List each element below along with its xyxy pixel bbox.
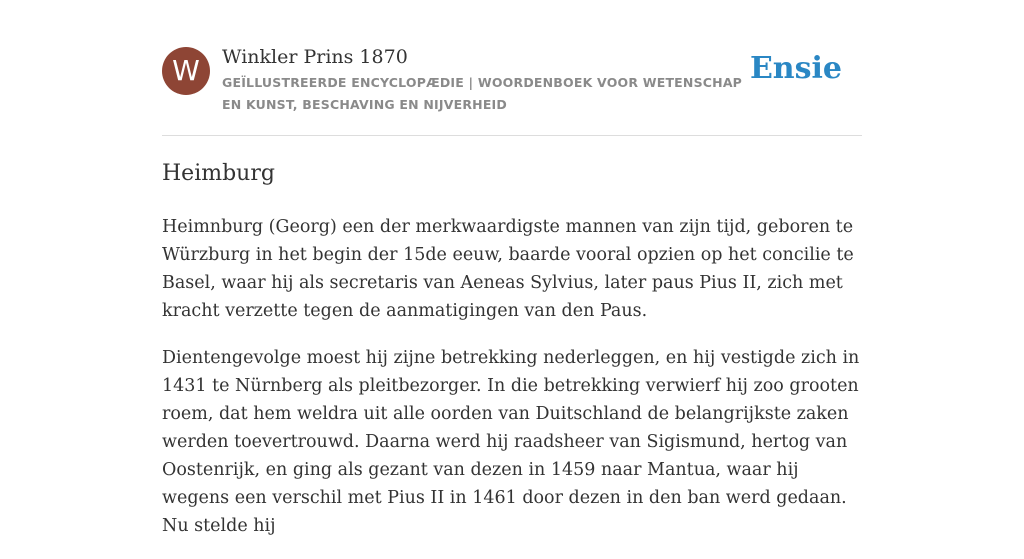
header-divider — [162, 135, 862, 136]
article-title: Heimburg — [162, 161, 275, 186]
source-title[interactable]: Winkler Prins 1870 — [222, 46, 408, 68]
article-paragraph: Dientengevolge moest hij zijne betrekking nederleggen, en hij vestigde zich in 1431 te Nürnberg als pleitbezorger. In die betrekking verwierf hij zoo grooten roem, dat hem weldra uit alle oorden van Duitschland de belangrijkste zaken werden toevertrouwd. Daarna werd hij raadsheer van Sigismund, hertog van Oostenrijk, en ging als gezant van dezen in 1459 naar Mantua, waar hij wegens een verschil met Pius II in 1461 door dezen in den ban werd gedaan. Nu stelde hij — [162, 348, 860, 536]
ensie-logo[interactable]: Ensie — [749, 51, 842, 86]
header — [162, 46, 862, 136]
article-paragraph: Heimnburg (Georg) een der merkwaardigste mannen van zijn tijd, geboren te Würzburg in het begin der 15de eeuw, baarde vooral opzien op het concilie te Basel, waar hij als secretaris van Aeneas Sylvius, later paus Pius II, zich met kracht verzette tegen de aanmatigingen van den Paus. — [162, 217, 854, 321]
source-subtitle: GEÏLLUSTREERDE ENCYCLOPÆDIE | WOORDENBOEK VOOR WETENSCHAP EN KUNST, BESCHAVING EN NIJVERHEID — [222, 75, 743, 112]
article — [162, 157, 862, 559]
avatar[interactable]: W — [162, 47, 210, 95]
